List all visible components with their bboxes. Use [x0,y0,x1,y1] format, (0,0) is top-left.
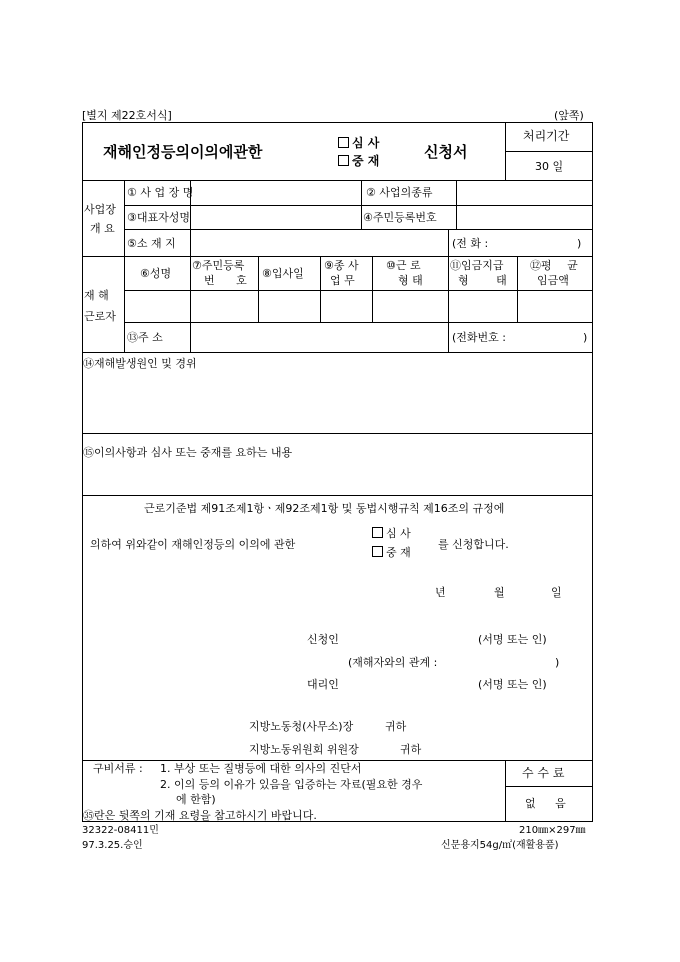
workplace-name-label: ① 사 업 장 명 [127,186,194,199]
business-type-label: ② 사업의종류 [366,186,433,199]
work-type-label: ⑩근 로 [386,259,421,272]
worker-address-field[interactable] [192,325,446,350]
date-day-label: 일 [551,586,562,599]
agent-signature-label: (서명 또는 인) [478,678,547,691]
work-type-field[interactable] [374,292,446,320]
attachment-item-1: 1. 부상 또는 질병등에 대한 의사의 진단서 [160,762,362,775]
workplace-address-label: ⑤소 재 지 [127,237,176,250]
join-date-label: ⑧입사일 [262,267,304,280]
addressee-labor-office: 지방노동청(사무소)장 [249,720,354,733]
declaration-request: 를 신청합니다. [438,538,509,551]
pay-type-label: ⑪임금지급 [450,259,504,272]
addressee-honorific-1: 귀하 [385,720,407,733]
worker-regno-label: ⑦주민등록 [192,259,245,272]
applicant-signature-label: (서명 또는 인) [478,633,547,646]
worker-section-label: 재 해 [84,289,109,302]
fee-label: 수 수 료 [522,766,565,780]
worker-name-label: ⑥성명 [140,267,172,280]
declaration-line-1: 근로기준법 제91조제1항ㆍ제92조제1항 및 동법시행규칙 제16조의 규정에 [144,502,505,515]
addressee-labor-committee: 지방노동위원회 위원장 [249,743,359,756]
worker-section-label-2: 근로자 [84,310,116,323]
join-date-field[interactable] [260,292,318,320]
paper-size: 210㎜×297㎜ [519,825,586,836]
duty-label: ⑨종 사 [324,259,359,272]
average-wage-field[interactable] [519,292,591,320]
applicant-label: 신청인 [307,633,339,646]
paper-spec: 신문용지54g/㎡(재활용품) [441,840,559,851]
average-wage-label-2: 임금액 [537,274,569,287]
declaration-line-2: 의하여 위와같이 재해인정등의 이의에 관한 [90,538,296,551]
objection-content-label: ⑮이의사항과 심사 또는 중재를 요하는 내용 [83,446,293,459]
agent-name-field[interactable] [350,676,470,694]
resident-number-field[interactable] [462,209,588,227]
representative-name-field[interactable] [206,209,356,227]
form-title: 재해인정등의이의에관한 [103,143,263,161]
pay-type-label-2: 형 태 [458,274,507,287]
accident-cause-label: ⑭재해발생원인 및 경위 [83,357,197,370]
checkbox-icon[interactable] [338,155,349,166]
title-option-review: 심 사 [338,137,379,149]
title-option-arbitration: 중 재 [338,155,379,167]
page-side-label: (앞쪽) [554,109,584,122]
business-type-field[interactable] [462,184,588,202]
objection-content-field[interactable] [86,462,590,492]
checkbox-icon[interactable] [372,546,383,557]
processing-period-label: 처리기간 [523,129,570,143]
workplace-phone-label: (전 화 : [452,237,489,250]
worker-regno-label-2: 번 호 [204,274,247,287]
worker-name-field[interactable] [126,292,188,320]
relation-field[interactable] [468,653,552,671]
resident-number-label: ④주민등록번호 [363,211,437,224]
agent-label: 대리인 [307,678,339,691]
date-day-field[interactable] [509,584,547,602]
addressee-honorific-2: 귀하 [400,743,422,756]
worker-phone-close: ) [583,331,588,344]
representative-name-label: ③대표자성명 [127,211,190,224]
processing-period-value: 30 일 [535,160,564,173]
accident-cause-field[interactable] [86,372,590,430]
checkbox-icon[interactable] [338,137,349,148]
date-year-label: 년 [435,586,446,599]
applicant-name-field[interactable] [350,631,470,649]
workplace-phone-close: ) [577,237,582,250]
workplace-section-label-2: 개 요 [90,222,115,235]
date-year-field[interactable] [395,584,431,602]
attachments-label: 구비서류 : [93,762,143,775]
relation-close: ) [555,656,560,669]
approval-date: 97.3.25.승인 [82,840,143,851]
checkbox-icon[interactable] [372,527,383,538]
duty-label-2: 업 무 [330,274,355,287]
pay-type-field[interactable] [450,292,515,320]
workplace-section-label: 사업장 [84,203,116,216]
date-month-field[interactable] [452,584,490,602]
workplace-address-field[interactable] [206,234,444,252]
date-month-label: 월 [494,586,505,599]
attachment-item-2-cont: 에 한함) [176,793,216,806]
relation-label: (재해자와의 관계 : [348,656,438,669]
form-number: [별지 제22호서식] [82,109,172,122]
work-type-label-2: 형 태 [398,274,423,287]
worker-regno-field[interactable] [192,292,256,320]
workplace-name-field[interactable] [206,184,356,202]
declaration-option-review: 심 사 [372,527,411,539]
average-wage-label: ⑫평 균 [530,259,578,272]
form-code: 32322-08411민 [82,825,159,836]
form-title-suffix: 신청서 [424,143,468,161]
attachment-item-2: 2. 이의 등의 이유가 있음을 입증하는 자료(필요한 경우 [160,778,423,791]
worker-phone-label: (전화번호 : [452,331,506,344]
worker-address-label: ⑬주 소 [127,331,163,344]
declaration-option-arbitration: 중 재 [372,546,411,558]
instruction-note: ㉟란은 뒷쪽의 기재 요령을 참고하시기 바랍니다. [83,809,317,822]
fee-value: 없 음 [525,797,566,810]
duty-field[interactable] [322,292,370,320]
